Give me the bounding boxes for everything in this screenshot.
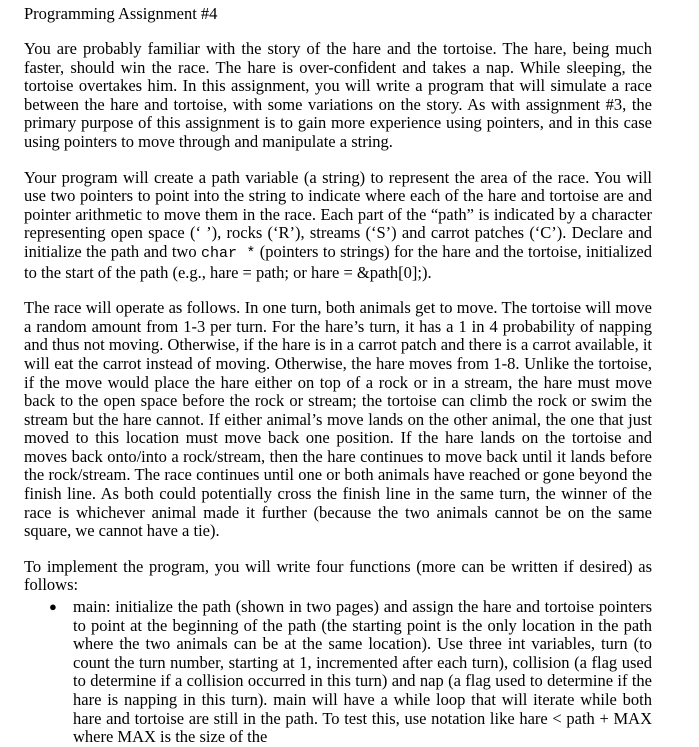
document-page xyxy=(24,0,652,747)
function-list xyxy=(24,598,652,747)
list-item-main-text: main: initialize the path (shown in two pages) and assign the hare and tortoise pointers to point at the beginning of the path (the starting point is the only location in the path where the two animals can be at the same location). Use three int variables, turn (to count the turn number, starting at 1, incremented after each turn), collision (a flag used to determine if a collision occurred in this turn) and nap (a flag used to determine if the hare is napping in this turn). main will have a while loop that will iterate while both hare and tortoise are still in the path. To test this, use notation like hare < path + MAX where MAX is the size of the xyxy=(73,597,652,747)
list-item-main xyxy=(24,598,652,747)
document-title: Programming Assignment #4 xyxy=(24,4,218,23)
paragraph-race-rules: The race will operate as follows. In one turn, both animals get to move. The tortoise will move a random amount from 1-3 per turn. For the hare’s turn, it has a 1 in 4 probability of napping and thus not moving. Otherwise, if the hare is in a carrot patch and there is a carrot available, it will eat the carrot instead of moving. Otherwise, the hare moves from 1-8. Unlike the tortoise, if the move would place the hare either on top of a rock or in a stream, the hare must move back to the open space before the rock or stream; the tortoise can climb the rock or swim the stream but the hare cannot. If either animal’s move lands on the other animal, the one that just moved to this location must move back one position. If the hare lands on the tortoise and moves back onto/into a rock/stream, then the hare continues to move back until it lands before the rock/stream. The race continues until one or both animals have reached or gone beyond the finish line. As both could potentially cross the finish line in the same turn, the winner of the race is whichever animal made it further (because the two animals cannot be on the same square, we cannot have a tie). xyxy=(24,298,652,541)
code-char-pointer: char * xyxy=(201,244,256,262)
bullet-icon: ● xyxy=(49,599,57,615)
paragraph-intro: You are probably familiar with the story of the hare and the tortoise. The hare, being much faster, should win the race. The hare is over-confident and takes a nap. While sleeping, the tortoise overtakes him. In this assignment, you will write a program that will simulate a race between the hare and tortoise, with some variations on the story. As with assignment #3, the primary purpose of this assignment is to gain more experience using pointers, and in this case using pointers to move through and manipulate a string. xyxy=(24,39,652,151)
paragraph-path-text-after: (pointers to strings) for the hare and the tortoise, initialized to the start of the path (e.g., hare = path; or hare = &path[0];). xyxy=(24,241,652,282)
paragraph-path-text-before: Your program will create a path variable (a string) to represent the area of the race. You will use two pointers to point into the string to indicate where each of the hare and tortoise are and pointer arithmetic to move them in the race. Each part of the “path” is indicated by a character representing open space (‘ ’), rocks (‘R’), streams (‘S’) and carrot patches (‘C’). Declare and initialize the path and two xyxy=(24,167,652,261)
paragraph-path xyxy=(24,169,652,283)
paragraph-implementation: To implement the program, you will write four functions (more can be written if desired) as follows: xyxy=(24,556,652,595)
